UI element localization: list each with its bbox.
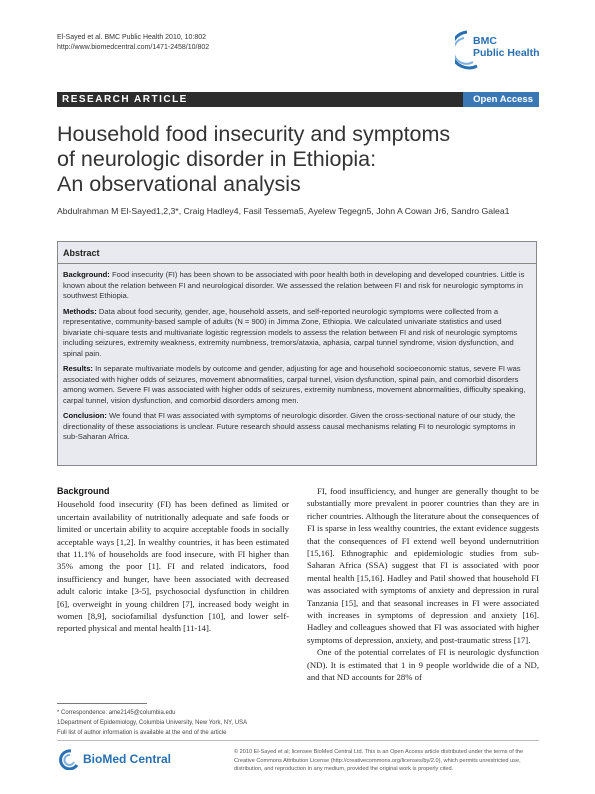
footnote-divider <box>57 703 147 704</box>
body-paragraph: FI, food insufficiency, and hunger are generally thought to be substantially more prevalent in poorer countries than they are in richer countries. Although the literature about the consequences of FI is sparse in less wealthy countries, the extant evidence suggests that the consequences of FI extend well beyond undernutrition [15,16]. Ethnographic and epidemiologic studies from sub-Saharan Africa (SSA) suggest that FI is associated with poor mental health [15,16]. Hadley and Patil showed that household FI was associated with symptoms of anxiety and depression in rural Tanzania [15], and that seasonal increases in FI were associated with increases in symptoms of depression and anxiety [16]. Hadley and colleagues showed that FI was associated with higher symptoms of depression, anxiety, and post-traumatic stress [17]. <box>307 486 539 645</box>
biomed-central-arc-icon <box>57 748 81 770</box>
section-heading-background: Background <box>57 486 110 496</box>
author-info-note: Full list of author information is available at the end of the article <box>57 730 227 736</box>
abstract-background <box>63 270 531 302</box>
abstract-conclusion <box>63 411 531 443</box>
body-column-left <box>57 485 289 635</box>
bmc-public-health-logo <box>455 26 540 76</box>
logo-journal-text: Public Health <box>473 47 540 59</box>
abstract-results <box>63 364 531 406</box>
abstract-results-label: Results: <box>63 364 93 373</box>
abstract-background-label: Background: <box>63 270 110 279</box>
logo-bmc-text: BMC <box>473 35 497 47</box>
title-line: of neurologic disorder in Ethiopia: <box>57 147 377 171</box>
citation-header <box>57 33 209 53</box>
body-paragraph: Household food insecurity (FI) has been defined as limited or uncertain availability of nutritionally adequate and safe foods or limited or uncertain ability to acquire acceptable foods in socially acceptable ways [1,2]. In wealthy countries, it has been estimated that 11.1% of households are food insecure, with FI higher than 35% among the poor [1]. FI and related indicators, food insufficiency and hunger, have been associated with decreased adult caloric intake [3-5], psychosocial dysfunction in children [6], overweight in young children [7], increased body weight in women [8,9], sociofamilial dysfunction [10], and lower self-reported physical and mental health [11-14]. <box>57 499 289 634</box>
title-line: Household food insecurity and symptoms <box>57 122 451 146</box>
body-paragraph: One of the potential correlates of FI is neurologic dysfunction (ND). It is estimated that 1 in 9 people worldwide die of a ND, and that ND accounts for 28% of <box>307 647 539 683</box>
author-list <box>57 206 547 216</box>
publisher-name: BioMed Central <box>83 752 172 766</box>
abstract-methods <box>63 307 531 360</box>
abstract-methods-text: Data about food security, gender, age, household assets, and self-reported neurologic symptoms were collected from a representative, community-based sample of adults (N = 900) in Jimma Zone, Ethiopia. We calculated univariate statistics and used bivariate chi-square tests and multivariate logistic regression models to assess the relation between FI and risk of neurologic symptoms including seizures, extremity weakness, extremity numbness, tremors/ataxia, aphasia, carpal tunnel syndrome, vision dysfunction, and spinal pain. <box>63 306 518 358</box>
abstract-heading: Abstract <box>63 248 100 258</box>
biomed-central-logo <box>57 748 187 770</box>
abstract-conclusion-label: Conclusion: <box>63 411 107 420</box>
citation-line: El-Sayed et al. BMC Public Health 2010, 10:802 <box>57 34 207 41</box>
authors-text: Abdulrahman M El-Sayed1,2,3*, Craig Hadley4, Fasil Tessema5, Ayelew Tegegn5, John A Cowan Jr6, Sandro Galea1 <box>57 206 510 216</box>
correspondence-note: * Correspondence: ame2145@columbia.edu <box>57 710 176 716</box>
abstract-box <box>57 241 537 466</box>
abstract-conclusion-text: We found that FI was associated with symptoms of neurologic disorder. Given the cross-sectional nature of our study, the directionality of these associations is unclear. Future research should assess causal mechanisms relating FI to neurologic symptoms in sub-Saharan Africa. <box>63 411 516 441</box>
article-title <box>57 122 527 197</box>
affiliation-note: 1Department of Epidemiology, Columbia University, New York, NY, USA <box>57 720 248 726</box>
abstract-methods-label: Methods: <box>63 306 97 316</box>
abstract-results-text: In separate multivariate models by outcome and gender, adjusting for age and household socioeconomic status, severe FI was associated with higher odds of seizures, movement abnormalities, carpal tunnel, vision dysfunction, spinal pain, and comorbid disorders among women. Severe FI was associated with higher odds of seizures, extremity numbness, movement abnormalities, difficulty speaking, carpal tunnel, vision dysfunction, and comorbid disorders among men. <box>63 364 526 405</box>
footnotes <box>57 708 297 738</box>
article-type-label: RESEARCH ARTICLE <box>62 94 188 105</box>
open-access-badge: Open Access <box>463 92 539 107</box>
article-type-band <box>57 92 539 107</box>
title-line: An observational analysis <box>57 172 301 196</box>
license-text: © 2010 El-Sayed et al; licensee BioMed Central Ltd. This is an Open Access article distributed under the terms of the Creative Commons Attribution License (http://creativecommons.org/licenses/by/2.0), which permits unrestricted use, distribution, and reproduction in any medium, provided the original work is properly cited. <box>234 749 524 772</box>
citation-url[interactable]: http://www.biomedcentral.com/1471-2458/10/802 <box>57 44 210 51</box>
body-column-right <box>307 485 539 684</box>
abstract-background-text: Food insecurity (FI) has been shown to be associated with poor health both in developing and developed countries. Little is known about the relation between FI and neurological disorder. We assessed the relation between FI and risk for neurologic symptoms in southwest Ethiopia. <box>63 270 525 300</box>
footer-divider <box>57 740 539 741</box>
